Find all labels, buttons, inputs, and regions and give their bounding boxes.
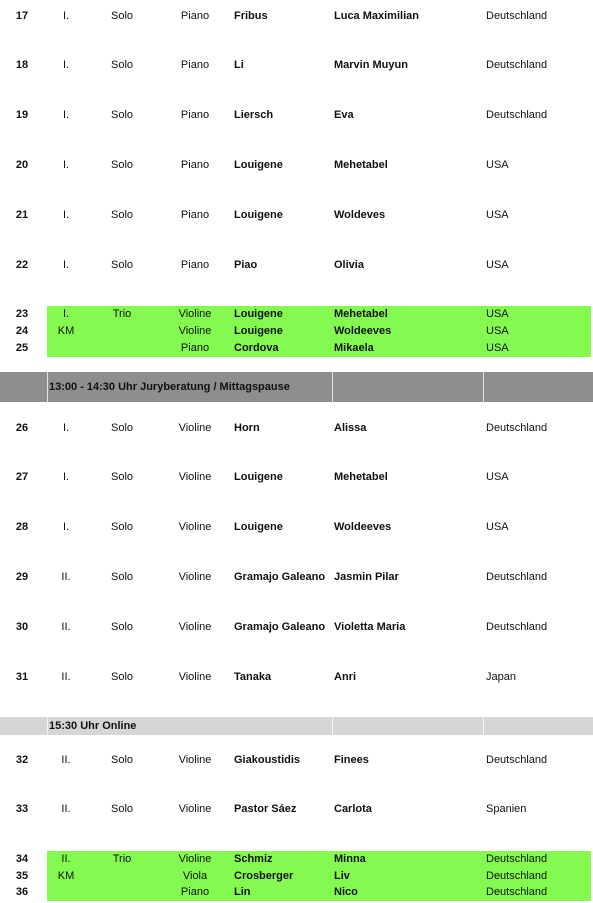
first-name-cell: Mehetabel <box>334 308 388 320</box>
table-row <box>0 619 593 636</box>
category-cell: Solo <box>110 754 134 766</box>
round-cell: II. <box>61 754 71 766</box>
round-cell <box>47 884 85 901</box>
country-cell: USA <box>486 471 509 483</box>
round-cell: II. <box>61 803 71 815</box>
last-name-cell: Gramajo Galeano <box>234 621 326 633</box>
country-cell: USA <box>486 308 509 320</box>
category-cell: Trio <box>112 853 132 865</box>
country-cell: Deutschland <box>486 571 548 583</box>
instrument-cell: Piano <box>180 109 210 121</box>
round-cell: II. <box>61 571 71 583</box>
table-row-ensemble <box>0 868 593 885</box>
country-cell: Deutschland <box>486 109 548 121</box>
first-name-cell: Finees <box>334 754 369 766</box>
instrument-cell: Violine <box>178 422 212 434</box>
first-name-cell: Mehetabel <box>334 159 388 171</box>
column-divider <box>332 372 333 402</box>
schedule-session-band <box>0 717 593 735</box>
country-cell: Deutschland <box>486 10 548 22</box>
country-cell: USA <box>486 342 509 354</box>
last-name-cell: Liersch <box>234 109 274 121</box>
round-cell: I. <box>62 159 70 171</box>
number-cell: 30 <box>15 621 29 633</box>
category-cell: Solo <box>110 803 134 815</box>
round-cell: I. <box>62 422 70 434</box>
country-cell: Deutschland <box>486 754 548 766</box>
last-name-cell: Louigene <box>234 159 283 171</box>
category-cell: Solo <box>110 621 134 633</box>
round-cell: I. <box>62 109 70 121</box>
last-name-cell: Louigene <box>234 308 283 320</box>
table-row <box>0 57 593 74</box>
table-row-ensemble <box>0 884 593 901</box>
column-divider <box>47 372 48 402</box>
first-name-cell: Mikaela <box>334 342 374 354</box>
first-name-cell: Olivia <box>334 259 364 271</box>
instrument-cell: Piano <box>180 342 210 354</box>
number-cell: 35 <box>15 870 29 882</box>
first-name-cell: Woldeeves <box>334 325 392 337</box>
instrument-cell: Violine <box>178 325 212 337</box>
country-cell: USA <box>486 325 509 337</box>
round-cell: II. <box>61 853 71 865</box>
number-cell: 29 <box>15 571 29 583</box>
instrument-cell: Violine <box>178 853 212 865</box>
country-cell: Deutschland <box>486 621 548 633</box>
category-cell: Solo <box>110 209 134 221</box>
last-name-cell: Schmiz <box>234 853 273 865</box>
last-name-cell: Gramajo Galeano <box>234 571 326 583</box>
country-cell: USA <box>486 259 509 271</box>
number-cell: 28 <box>15 521 29 533</box>
round-cell: I. <box>62 59 70 71</box>
instrument-cell: Piano <box>180 10 210 22</box>
table-row <box>0 157 593 174</box>
number-cell: 33 <box>15 803 29 815</box>
table-row-ensemble <box>0 306 593 323</box>
last-name-cell: Lin <box>234 886 251 898</box>
table-row-ensemble <box>0 323 593 340</box>
country-cell: USA <box>486 159 509 171</box>
round-cell: I. <box>62 308 70 320</box>
instrument-cell: Viola <box>182 870 208 882</box>
column-divider <box>47 717 48 735</box>
table-row <box>0 8 593 25</box>
table-row <box>0 669 593 686</box>
last-name-cell: Louigene <box>234 521 283 533</box>
number-cell: 24 <box>15 325 29 337</box>
country-cell: Deutschland <box>486 870 548 882</box>
first-name-cell: Alissa <box>334 422 367 434</box>
number-cell: 31 <box>15 671 29 683</box>
last-name-cell: Crosberger <box>234 870 294 882</box>
category-cell: Solo <box>110 471 134 483</box>
category-cell <box>86 340 158 357</box>
first-name-cell: Woldeeves <box>334 521 392 533</box>
round-cell: I. <box>62 521 70 533</box>
category-cell <box>86 868 158 885</box>
round-cell: I. <box>62 10 70 22</box>
instrument-cell: Violine <box>178 308 212 320</box>
first-name-cell: Nico <box>334 886 358 898</box>
first-name-cell: Marvin Muyun <box>334 59 408 71</box>
country-cell: USA <box>486 209 509 221</box>
schedule-break-band <box>0 372 593 402</box>
country-cell: Deutschland <box>486 59 548 71</box>
first-name-cell: Mehetabel <box>334 471 388 483</box>
category-cell: Solo <box>110 671 134 683</box>
country-cell: Deutschland <box>486 422 548 434</box>
instrument-cell: Piano <box>180 886 210 898</box>
last-name-cell: Li <box>234 59 244 71</box>
column-divider <box>332 717 333 735</box>
instrument-cell: Piano <box>180 209 210 221</box>
table-row <box>0 519 593 536</box>
number-cell: 27 <box>15 471 29 483</box>
first-name-cell: Minna <box>334 853 366 865</box>
break-label: 13:00 - 14:30 Uhr Juryberatung / Mittagspause <box>49 381 290 393</box>
instrument-cell: Piano <box>180 159 210 171</box>
country-cell: Japan <box>486 671 516 683</box>
last-name-cell: Giakoustidis <box>234 754 301 766</box>
last-name-cell: Cordova <box>234 342 279 354</box>
category-cell: Solo <box>110 59 134 71</box>
table-row <box>0 107 593 124</box>
last-name-cell: Horn <box>234 422 260 434</box>
category-cell: Solo <box>110 521 134 533</box>
table-row <box>0 207 593 224</box>
column-divider <box>483 372 484 402</box>
number-cell: 34 <box>15 853 29 865</box>
table-row <box>0 420 593 437</box>
column-divider <box>483 717 484 735</box>
table-row <box>0 752 593 769</box>
round-cell: I. <box>62 471 70 483</box>
round-cell: I. <box>62 259 70 271</box>
number-cell: 32 <box>15 754 29 766</box>
country-cell: Deutschland <box>486 886 548 898</box>
round-cell <box>47 340 85 357</box>
instrument-cell: Violine <box>178 571 212 583</box>
first-name-cell: Violetta Maria <box>334 621 406 633</box>
instrument-cell: Violine <box>178 671 212 683</box>
number-cell: 36 <box>15 886 29 898</box>
country-cell: Spanien <box>486 803 527 815</box>
instrument-cell: Piano <box>180 259 210 271</box>
first-name-cell: Carlota <box>334 803 372 815</box>
number-cell: 21 <box>15 209 29 221</box>
instrument-cell: Piano <box>180 59 210 71</box>
table-row-ensemble <box>0 340 593 357</box>
category-cell: Solo <box>110 422 134 434</box>
first-name-cell: Woldeves <box>334 209 386 221</box>
instrument-cell: Violine <box>178 803 212 815</box>
category-cell: Solo <box>110 109 134 121</box>
table-row-ensemble <box>0 851 593 868</box>
last-name-cell: Pastor Sáez <box>234 803 297 815</box>
first-name-cell: Jasmin Pilar <box>334 571 399 583</box>
table-row <box>0 801 593 818</box>
number-cell: 17 <box>15 10 29 22</box>
last-name-cell: Fribus <box>234 10 268 22</box>
number-cell: 23 <box>15 308 29 320</box>
number-cell: 19 <box>15 109 29 121</box>
last-name-cell: Piao <box>234 259 258 271</box>
instrument-cell: Violine <box>178 521 212 533</box>
category-cell: Solo <box>110 259 134 271</box>
last-name-cell: Tanaka <box>234 671 272 683</box>
table-row <box>0 569 593 586</box>
category-cell <box>86 323 158 340</box>
number-cell: 26 <box>15 422 29 434</box>
round-cell: KM <box>57 325 75 337</box>
category-cell: Trio <box>112 308 132 320</box>
instrument-cell: Violine <box>178 471 212 483</box>
table-row <box>0 469 593 486</box>
session-label: 15:30 Uhr Online <box>49 720 137 732</box>
round-cell: I. <box>62 209 70 221</box>
round-cell: II. <box>61 671 71 683</box>
category-cell: Solo <box>110 159 134 171</box>
first-name-cell: Eva <box>334 109 354 121</box>
instrument-cell: Violine <box>178 754 212 766</box>
category-cell <box>86 884 158 901</box>
last-name-cell: Louigene <box>234 209 283 221</box>
round-cell: KM <box>57 870 75 882</box>
first-name-cell: Anri <box>334 671 356 683</box>
last-name-cell: Louigene <box>234 325 283 337</box>
number-cell: 25 <box>15 342 29 354</box>
first-name-cell: Luca Maximilian <box>334 10 419 22</box>
number-cell: 20 <box>15 159 29 171</box>
country-cell: Deutschland <box>486 853 548 865</box>
instrument-cell: Violine <box>178 621 212 633</box>
country-cell: USA <box>486 521 509 533</box>
round-cell: II. <box>61 621 71 633</box>
table-row <box>0 257 593 274</box>
last-name-cell: Louigene <box>234 471 283 483</box>
number-cell: 22 <box>15 259 29 271</box>
number-cell: 18 <box>15 59 29 71</box>
category-cell: Solo <box>110 571 134 583</box>
category-cell: Solo <box>110 10 134 22</box>
first-name-cell: Liv <box>334 870 350 882</box>
